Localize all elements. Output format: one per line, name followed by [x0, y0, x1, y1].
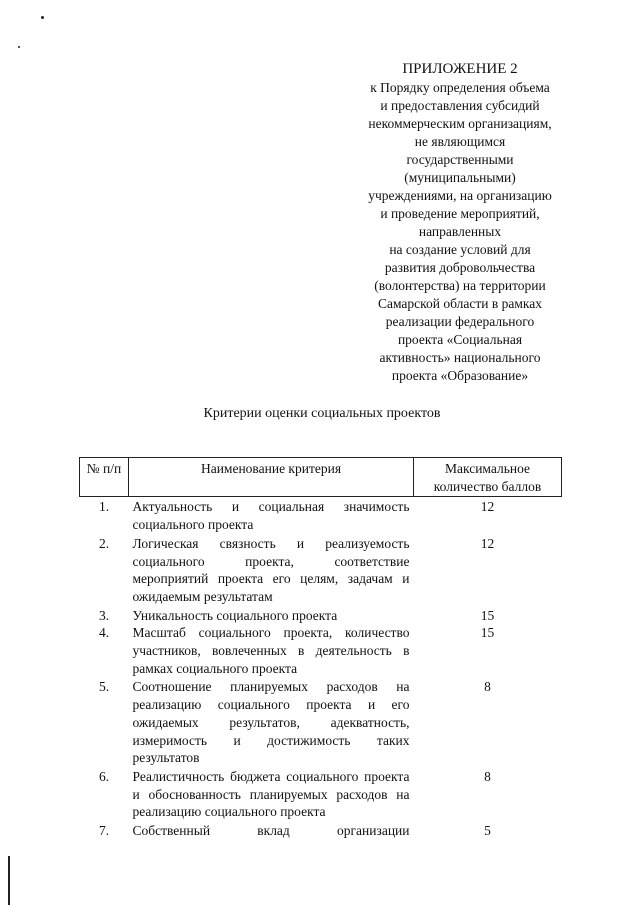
- appendix-line: развития добровольчества: [384, 260, 536, 275]
- criterion-name: Собственный вклад организации: [132, 823, 410, 839]
- max-score: 15: [480, 607, 495, 623]
- table-header-row: [80, 458, 562, 497]
- criterion-name: Реалистичность бюджета социального проекта и обоснованность планируемых расходов на реализацию социального проекта: [132, 768, 410, 820]
- criterion-name: Соотношение планируемых расходов на реализацию социального проекта и его ожидаемых результатов, адекватность, измеримость и достижимость таких результатов: [132, 679, 410, 766]
- criterion-name: Уникальность социального проекта: [132, 607, 338, 623]
- appendix-line: учреждениями, на организацию: [368, 188, 552, 203]
- table-row: [80, 534, 562, 606]
- criterion-name: Масштаб социального проекта, количество участников, вовлеченных в деятельность в рамках социального проекта: [132, 625, 410, 676]
- row-number: 6.: [98, 768, 110, 784]
- criterion-name: Логическая связность и реализуемость социального проекта, соответствие мероприятий проекта его целям, задачам и ожидаемым результатам: [132, 535, 410, 604]
- appendix-line: направленных: [418, 224, 502, 239]
- appendix-line: реализации федерального: [385, 314, 535, 329]
- row-number: 5.: [98, 679, 110, 695]
- max-score: 15: [480, 625, 495, 641]
- table-row: [80, 821, 562, 840]
- scan-speck: [41, 16, 44, 19]
- appendix-block: [340, 59, 580, 385]
- appendix-line: некоммерческим организациям,: [368, 116, 552, 131]
- max-score: 12: [480, 499, 495, 515]
- header-number: № п/п: [80, 458, 129, 497]
- page-edge-line: [8, 856, 10, 905]
- appendix-line: проекта «Образование»: [391, 368, 529, 383]
- row-number: 7.: [98, 823, 110, 839]
- scan-speck: [18, 46, 20, 48]
- header-max-score: Максимальное количество баллов: [414, 458, 562, 497]
- table-row: [80, 606, 562, 625]
- appendix-line: к Порядку определения объема: [370, 80, 550, 95]
- row-number: 2.: [98, 535, 110, 551]
- appendix-line: Самарской области в рамках: [377, 296, 543, 311]
- max-score: 12: [480, 535, 495, 551]
- table-row: [80, 624, 562, 677]
- appendix-line: проекта «Социальная: [397, 332, 523, 347]
- table-row: [80, 677, 562, 767]
- appendix-line: и проведение мероприятий,: [380, 206, 540, 221]
- appendix-line: не являющимся: [414, 134, 506, 149]
- table-row: [80, 497, 562, 534]
- header-criterion-name: Наименование критерия: [129, 458, 414, 497]
- appendix-line: (муниципальными): [404, 170, 516, 185]
- table-row: [80, 767, 562, 821]
- criterion-name: Актуальность и социальная значимость социального проекта: [132, 499, 410, 533]
- appendix-line: (волонтерства) на территории: [374, 278, 546, 293]
- appendix-line: активность» национального: [379, 350, 541, 365]
- max-score: 8: [484, 679, 491, 695]
- document-title: Критерии оценки социальных проектов: [203, 406, 441, 421]
- row-number: 1.: [98, 499, 110, 515]
- max-score: 8: [484, 768, 491, 784]
- appendix-line: на создание условий для: [389, 242, 531, 257]
- criteria-table: [79, 457, 562, 840]
- appendix-line: государственными: [406, 152, 514, 167]
- appendix-title: ПРИЛОЖЕНИЕ 2: [402, 61, 518, 77]
- row-number: 4.: [98, 625, 110, 641]
- appendix-line: и предоставления субсидий: [380, 98, 540, 113]
- row-number: 3.: [98, 607, 110, 623]
- max-score: 5: [484, 823, 491, 839]
